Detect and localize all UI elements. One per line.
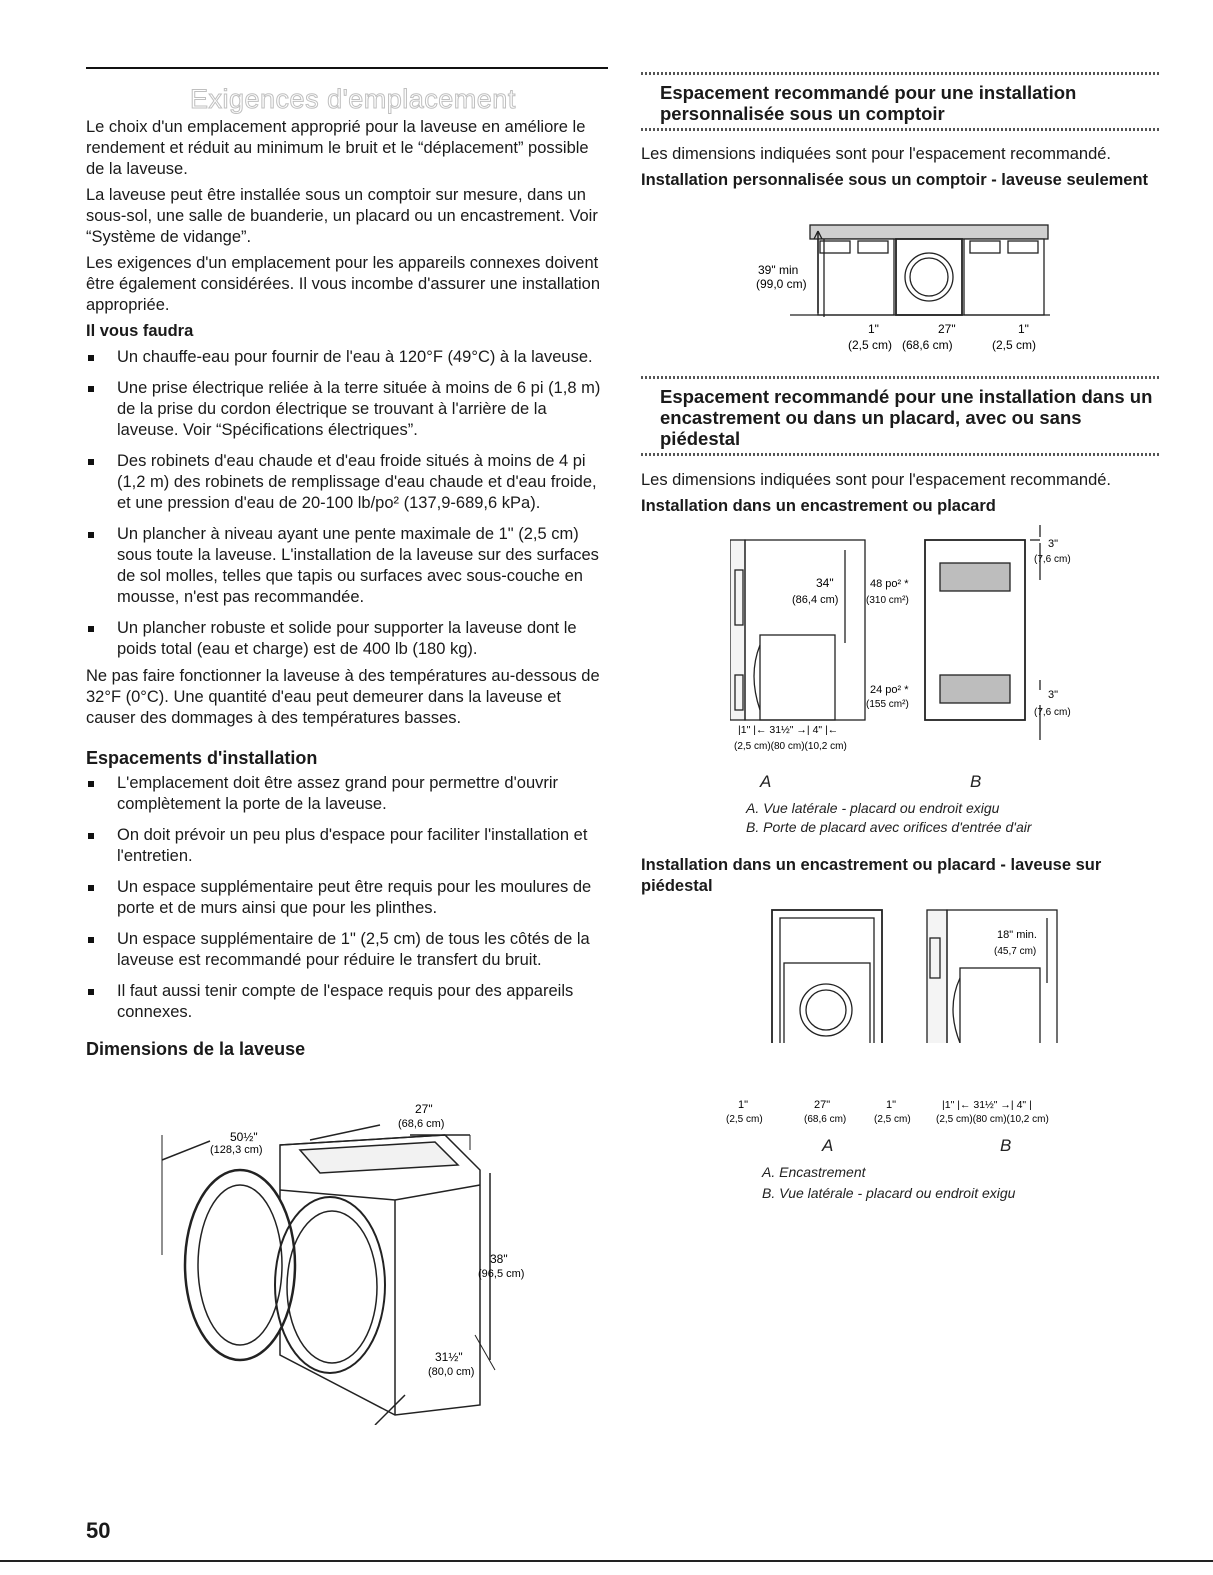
figure-letter: A [822, 1136, 834, 1155]
dimension-label: 27" [415, 1102, 433, 1116]
intro-paragraph: Les exigences d'un emplacement pour les appareils connexes doivent être également considérées. Il vous incombe d'assurer une installation appropriée. [86, 254, 601, 314]
note: Les dimensions indiquées sont pour l'espacement recommandé. [641, 471, 1112, 489]
dimension-label: (2,5 cm) [874, 1114, 911, 1125]
dimension-label: (2,5 cm)(80 cm)(10,2 cm) [734, 741, 847, 752]
dimension-label: 48 po² * [870, 578, 909, 590]
list-item: Il faut aussi tenir compte de l'espace requis pour des appareils connexes. [86, 981, 608, 1023]
dotted-rule [641, 376, 1161, 379]
bottom-rule [0, 1560, 1213, 1562]
dimension-label: (86,4 cm) [792, 594, 839, 606]
pedestal-dimensions [722, 1094, 1082, 1144]
dimension-label: (68,6 cm) [398, 1118, 445, 1130]
dimension-label: 1" [738, 1099, 749, 1111]
dimension-label: (2,5 cm) [992, 338, 1037, 352]
page-number: 50 [86, 1518, 111, 1543]
need-heading: Il vous faudra [86, 322, 194, 340]
dimension-label: |1" |← 31½" →| 4" |← [738, 724, 839, 736]
dimension-label: (128,3 cm) [210, 1144, 263, 1156]
dimension-label: (2,5 cm) [726, 1114, 763, 1125]
dimension-label: (80,0 cm) [428, 1366, 475, 1378]
right-block-2 [641, 470, 1161, 522]
dimension-label: (68,6 cm) [902, 338, 953, 352]
dimension-label: (310 cm²) [866, 595, 909, 606]
subheading: Installation personnalisée sous un comptoir - laveuse seulement [641, 171, 1149, 189]
dimension-label: (7,6 cm) [1034, 554, 1071, 565]
dimension-label: 1" [1018, 322, 1029, 336]
dimension-label: 3" [1048, 689, 1059, 701]
top-rule [86, 67, 608, 69]
list-item: Un espace supplémentaire de 1" (2,5 cm) de tous les côtés de la laveuse est recommandé pour réduire le transfert du bruit. [86, 929, 608, 971]
figure-letter: B [970, 772, 982, 791]
pedestal-figure [722, 908, 1082, 1043]
dimension-label: (96,5 cm) [478, 1268, 525, 1280]
dotted-rule [641, 453, 1161, 456]
left-column [86, 117, 608, 1064]
dimension-label: (68,6 cm) [804, 1114, 847, 1125]
note: Les dimensions indiquées sont pour l'espacement recommandé. [641, 145, 1112, 163]
dimensions-heading: Dimensions de la laveuse [86, 1039, 306, 1059]
dimension-label: (2,5 cm) [848, 338, 893, 352]
list-item: Un plancher à niveau ayant une pente maximale de 1" (2,5 cm) sous toute la laveuse. L'installation de la laveuse sur des surfaces de sol molles, telles que tapis ou surfaces avec sous-couche en mousse, n'est pas recommandée. [86, 524, 608, 608]
dimension-label: 38" [490, 1252, 508, 1266]
figure-letter: A [760, 772, 772, 791]
dimension-label: (2,5 cm)(80 cm)(10,2 cm) [936, 1114, 1049, 1125]
dimension-label: (7,6 cm) [1034, 707, 1071, 718]
figure-caption: A. Encastrement [762, 1164, 866, 1180]
subheading: Installation dans un encastrement ou placard - laveuse sur piédestal [641, 856, 1102, 895]
dimension-label: 18" min. [997, 929, 1037, 941]
need-list [86, 347, 608, 660]
intro-paragraph: La laveuse peut être installée sous un comptoir sur mesure, dans un sous-sol, une salle de buanderie, un placard ou un encastrement. Voir “Système de vidange”. [86, 186, 598, 246]
list-item: On doit prévoir un peu plus d'espace pour faciliter l'installation et l'entretien. [86, 825, 608, 867]
dimension-label: 24 po² * [870, 684, 909, 696]
section-heading: Espacement recommandé pour une installation personnalisée sous un comptoir [660, 82, 1077, 124]
figure-caption: B. Porte de placard avec orifices d'entrée d'air [746, 819, 1032, 835]
dimension-label: 39" min [758, 263, 799, 277]
dotted-rule [641, 128, 1161, 131]
dimension-label: 1" [868, 322, 879, 336]
section-title: Exigences d'emplacement [190, 84, 516, 114]
washer-dimensions-figure [140, 1095, 560, 1425]
list-item: Un plancher robuste et solide pour supporter la laveuse dont le poids total (eau et charge) est de 400 lb (180 kg). [86, 618, 608, 660]
spacing-heading: Espacements d'installation [86, 748, 318, 768]
list-item: Une prise électrique reliée à la terre située à moins de 6 pi (1,8 m) de la prise du cordon électrique se trouvant à l'arrière de la laveuse. Voir “Spécifications électriques”. [86, 378, 608, 441]
temperature-note: Ne pas faire fonctionner la laveuse à des températures au-dessous de 32°F (0°C). Une quantité d'eau peut demeurer dans la laveuse et causer des dommages à des températures basses. [86, 667, 600, 727]
dimension-label: 27" [938, 322, 956, 336]
dimension-label: 50½" [230, 1130, 258, 1144]
closet-figure [730, 525, 1090, 760]
dimension-label: 3" [1048, 538, 1059, 550]
subheading: Installation dans un encastrement ou placard [641, 497, 996, 515]
figure-letter: B [1000, 1136, 1012, 1155]
list-item: L'emplacement doit être assez grand pour permettre d'ouvrir complètement la porte de la laveuse. [86, 773, 608, 815]
intro-paragraph: Le choix d'un emplacement approprié pour la laveuse en améliore le rendement et réduit au minimum le bruit et le “déplacement” possible de la laveuse. [86, 118, 589, 178]
dimension-label: 1" [886, 1099, 897, 1111]
figure-caption: A. Vue latérale - placard ou endroit exigu [746, 800, 1000, 816]
dimension-label: 27" [814, 1099, 831, 1111]
section-heading: Espacement recommandé pour une installation dans un encastrement ou dans un placard, avec ou sans piédestal [660, 386, 1153, 449]
figure-caption: B. Vue latérale - placard ou endroit exigu [762, 1185, 1016, 1201]
list-item: Un chauffe-eau pour fournir de l'eau à 120°F (49°C) à la laveuse. [86, 347, 608, 368]
dimension-label: 31½" [435, 1350, 463, 1364]
list-item: Un espace supplémentaire peut être requis pour les moulures de porte et de murs ainsi que pour les plinthes. [86, 877, 608, 919]
under-counter-figure [750, 217, 1070, 357]
list-item: Des robinets d'eau chaude et d'eau froide situés à moins de 4 pi (1,2 m) des robinets de remplissage d'eau chaude et d'eau froide, et une pression d'eau de 20-100 lb/po² (137,9-689,6 kPa). [86, 451, 608, 514]
dimension-label: (99,0 cm) [756, 277, 807, 291]
spacing-list [86, 773, 608, 1023]
right-block-1 [641, 144, 1161, 196]
dimension-label: (45,7 cm) [994, 946, 1037, 957]
dimension-label: |1" |← 31½" →| 4" | [942, 1099, 1032, 1111]
dimension-label: 34" [816, 576, 834, 590]
dotted-rule [641, 72, 1161, 75]
dimension-label: (155 cm²) [866, 699, 909, 710]
